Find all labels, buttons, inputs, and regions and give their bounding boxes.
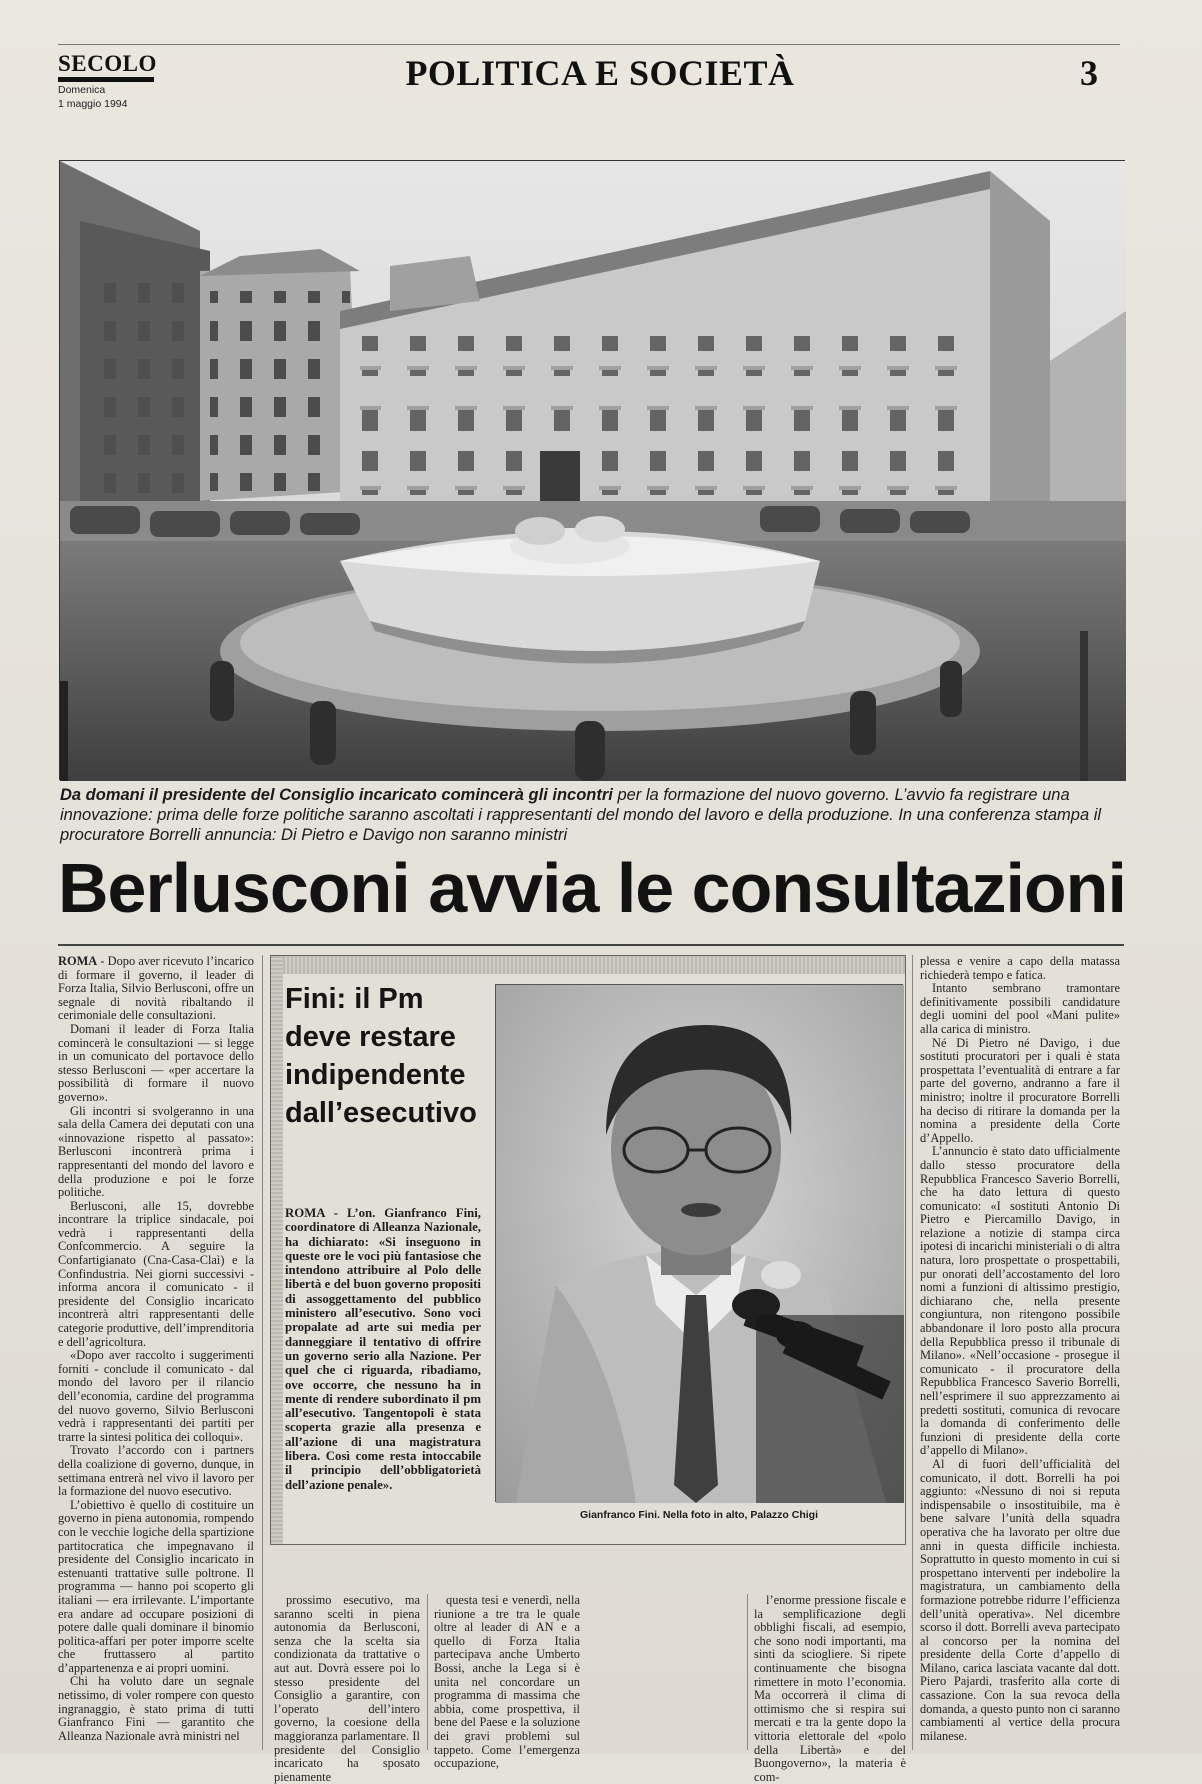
col3-text: questa tesi e venerdì, nella riunione a tre tra le quale oltre al leader di AN e a quello di Forza Italia partecipava anche Umberto Bossi, anche la Lega si è unita nel concordare un programma di massima che abbia, come prospettiva, il bene del Paese e la soluzione dei gravi problemi sul tappeto. Come l’emergenza occupazione, — [434, 1593, 580, 1771]
date-full: 1 maggio 1994 — [58, 98, 128, 110]
masthead-logo: SECOLO — [58, 51, 157, 76]
column-rule — [427, 1594, 428, 1750]
column-rule — [262, 955, 263, 1750]
header-rule — [58, 44, 1120, 45]
headline-rule — [58, 944, 1124, 946]
col5-paragraph-5: Al di fuori dell’ufficialità del comunicato, il dott. Borrelli ha poi aggiunto: «Nessuno di noi si reputa indispensabile o insostituibile, ma è bene salvare l’unità della squadra operativa che ha lavorato per oltre due anni in questa difficile inchiesta. Soprattutto in questo momento in cui si prospettano interventi per indebolire la magistratura, un cambiamento della formazione potrebbe ridurre l’efficienza dell’unità operativa». Nel dicembre scorso il dott. Borrelli aveva partecipato al concorso per la nomina del presidente della Corte d’appello di Milano, carica lasciata vacante dal dott. Piero Pajardi, trasferito alla corte di cassazione. Con la sua revoca della domanda, a questo punto non ci saranno cambiamenti al vertice della procura milanese. — [920, 1456, 1120, 1743]
sidebar-box-fini — [270, 955, 906, 1545]
article-column-5 — [920, 955, 1120, 1747]
col5-paragraph-3: Né Di Pietro né Davigo, i due sostituti procuratori per i quali è stata prospettata l’eventualità di entrare a far parte del governo, andranno a fare il ministro; inoltre il procuratore Borrelli ha deciso di ritirare la domanda per la nomina a presidente della Corte d’Appello. — [920, 1035, 1120, 1145]
page-number: 3 — [1080, 53, 1098, 93]
dateline: ROMA — [58, 954, 98, 968]
date-weekday: Domenica — [58, 84, 106, 96]
col5-paragraph-2: Intanto sembrano tramontare definitivamente possibili candidature degli uomini del pool «Mani pulite» alla carica di ministro. — [920, 981, 1120, 1036]
fini-photo-caption: Gianfranco Fini. Nella foto in alto, Palazzo Chigi — [579, 1509, 819, 1521]
palazzo-chigi-photo — [60, 161, 1126, 781]
caption-rest: per la formazione del nuovo governo. L’avvio fa registrare una innovazione: prima delle forze politiche saranno ascoltati i rappresentanti del mondo del lavoro e della produzione. In una conferenza stampa il procuratore Borrelli annuncia: Di Pietro e Davigo non saranno ministri — [60, 786, 1102, 844]
col5-paragraph-4: L’annuncio è stato dato ufficialmente dallo stesso procuratore della Repubblica Francesco Saverio Borrelli, che ha dato lettura di questo comunicato: «I sostituti Antonio Di Pietro e Piercamillo Davigo, in relazione a notizie di stampa circa ipotesi di incarichi ministeriali o di altra natura, loro prospettate o prospettabili, pur onorati dell’accostamento del loro nomi a funzioni di altissimo prestigio, dichiarano che, nella presente congiuntura, non ritengono possibile abbandonare il loro posto alla procura della Repubblica presso il tribunale di Milano». «Nell’occasione - prosegue il comunicato - il procuratore della Repubblica Francesco Saverio Borrelli, nell’esprimere il suo apprezzamento ai predetti sostituti, comunica di revocare la domanda di conferimento delle funzioni di presidente della corte d’appello di Milano». — [920, 1144, 1120, 1458]
masthead — [58, 52, 158, 110]
article-column-1 — [58, 955, 254, 1747]
box-left-border — [271, 956, 283, 1544]
article-column-2 — [274, 1593, 420, 1784]
box-top-border — [271, 956, 905, 974]
column-rule — [747, 1594, 748, 1750]
main-headline: Berlusconi avvia le consultazioni — [58, 849, 1126, 927]
col5-paragraph-1: plessa e venire a capo della matassa richiederà tempo e fatica. — [920, 954, 1120, 982]
col1-paragraph-6: Trovato l’accordo con i partners della coalizione di governo, dunque, in settimana entrerà nel vivo il lavoro per la formazione del nuovo esecutivo. — [58, 1443, 254, 1499]
article-column-4 — [754, 1593, 906, 1784]
col1-paragraph-5: «Dopo aver raccolto i suggerimenti forniti - conclude il comunicato - dal mondo del lavoro per il rilancio dell’economia, cardine del programma del nuovo governo, Silvio Berlusconi vedrà i rappresentanti dei partiti per trarre la sintesi politica dei colloqui». — [58, 1348, 254, 1444]
col1-paragraph-1: ROMA - Dopo aver ricevuto l’incarico di formare il governo, il leader di Forza Italia, Silvio Berlusconi, offre un segnale di novità ribaltando il cerimoniale delle consultazioni. — [58, 954, 254, 1023]
article-column-3 — [434, 1593, 580, 1771]
col1-paragraph-8: Chi ha voluto dare un segnale netissimo, di voler rompere con questo ingranaggio, è stato prima di tutti Gianfranco Fini — garantito che Alleanza Nazionale avrà ministri nel — [58, 1674, 254, 1743]
main-photo — [59, 160, 1125, 780]
caption-bold: Da domani il presidente del Consiglio incaricato comincerà gli incontri — [60, 786, 613, 804]
col1-paragraph-4: Berlusconi, alle 15, dovrebbe incontrare la triplice sindacale, poi vedrà i rappresentanti della Confcommercio. A seguire la Confartigianato (Cna-Casa-Claì) e la Confindustria. Nei giorni successivi - informa ancora il comunicato - il presidente del Consiglio incaricato incontrerà altri rappresentanti delle categorie produttive, dell’imprenditoria e dell’agricoltura. — [58, 1198, 254, 1349]
gianfranco-fini-portrait — [496, 985, 904, 1503]
col1-paragraph-7: L’obiettivo è quello di costituire un governo in piena autonomia, rompendo con le vecchie logiche della spartizione partitocratica che impegnavano il presidente del Consiglio incaricato in estenuanti trattative sulle poltrone. Il programma — hanno poi scoperto gli italiani — era irrilevante. L’importante era andare ad occupare posizioni di potere dalle quali dominare il binomio politica-affari per poter imporre scelte che fruttassero al partito d’appartenenza e ai propri uomini. — [58, 1497, 254, 1675]
section-title: POLITICA E SOCIETÀ — [405, 53, 795, 93]
box-headline: Fini: il Pm deve restare indipendente dall’esecutivo — [285, 983, 477, 1129]
photo-caption — [60, 785, 1120, 845]
box-article — [285, 1206, 481, 1526]
col2-text: prossimo esecutivo, ma saranno scelti in piena autonomia da Berlusconi, senza che la scelta sia condizionata da trattative o aut aut. Dovrà essere poi lo stesso presidente del Consiglio a garantire, con l’operato dell’intero governo, la coesione della maggioranza parlamentare. Il presidente del Consiglio incaricato ha sposato pienamente — [274, 1593, 420, 1784]
masthead-bar — [58, 77, 154, 82]
box-dateline: ROMA — [285, 1206, 325, 1220]
col1-paragraph-2: Domani il leader di Forza Italia comincerà le consultazioni — si legge in un comunicato del portavoce dello stesso Berlusconi — «per accertare la possibilità di formare il nuovo governo». — [58, 1021, 254, 1104]
col4-text: l’enorme pressione fiscale e la semplificazione degli obblighi fiscali, ad esempio, che sono nodi importanti, ma sinti da sciogliere. Si ripete continuamente che bisogna rimettere in moto l’economia. Ma occorrerà il clima di ottimismo che si respira sui mercati e tra la gente dopo la vittoria elettorale del «polo della Libertà» e del Buongoverno», la materia è com- — [754, 1593, 906, 1784]
column-rule — [912, 955, 913, 1750]
col1-paragraph-3: Gli incontri si svolgeranno in una sala della Camera dei deputati con una «innovazione rispetto al passato»: Berlusconi incontrerà prima i rappresentanti del mondo del lavoro e della produzione e poi le forze politiche. — [58, 1103, 254, 1200]
fini-photo — [495, 984, 903, 1502]
box-article-text: - L’on. Gianfranco Fini, coordinatore di Alleanza Nazionale, ha dichiarato: «Si inseguono in queste ore le voci più fantasiose che intendono attribuire al Polo delle libertà e del buon governo propositi di assoggettamento del pubblico ministero all’esecutivo. Sono voci propalate ad arte sui media per danneggiare il tentativo di offrire un governo serio alla Nazione. Per quel che ci riguarda, ribadiamo, ove occorre, che nessuno ha in mente di rendere subordinato il pm all’esecutivo. Tangentopoli è stata scoperta grazie alla presenza e all’azione di una magistratura libera. Così come resta intoccabile il principio dell’obbligatorietà dell’azione penale». — [285, 1206, 481, 1492]
